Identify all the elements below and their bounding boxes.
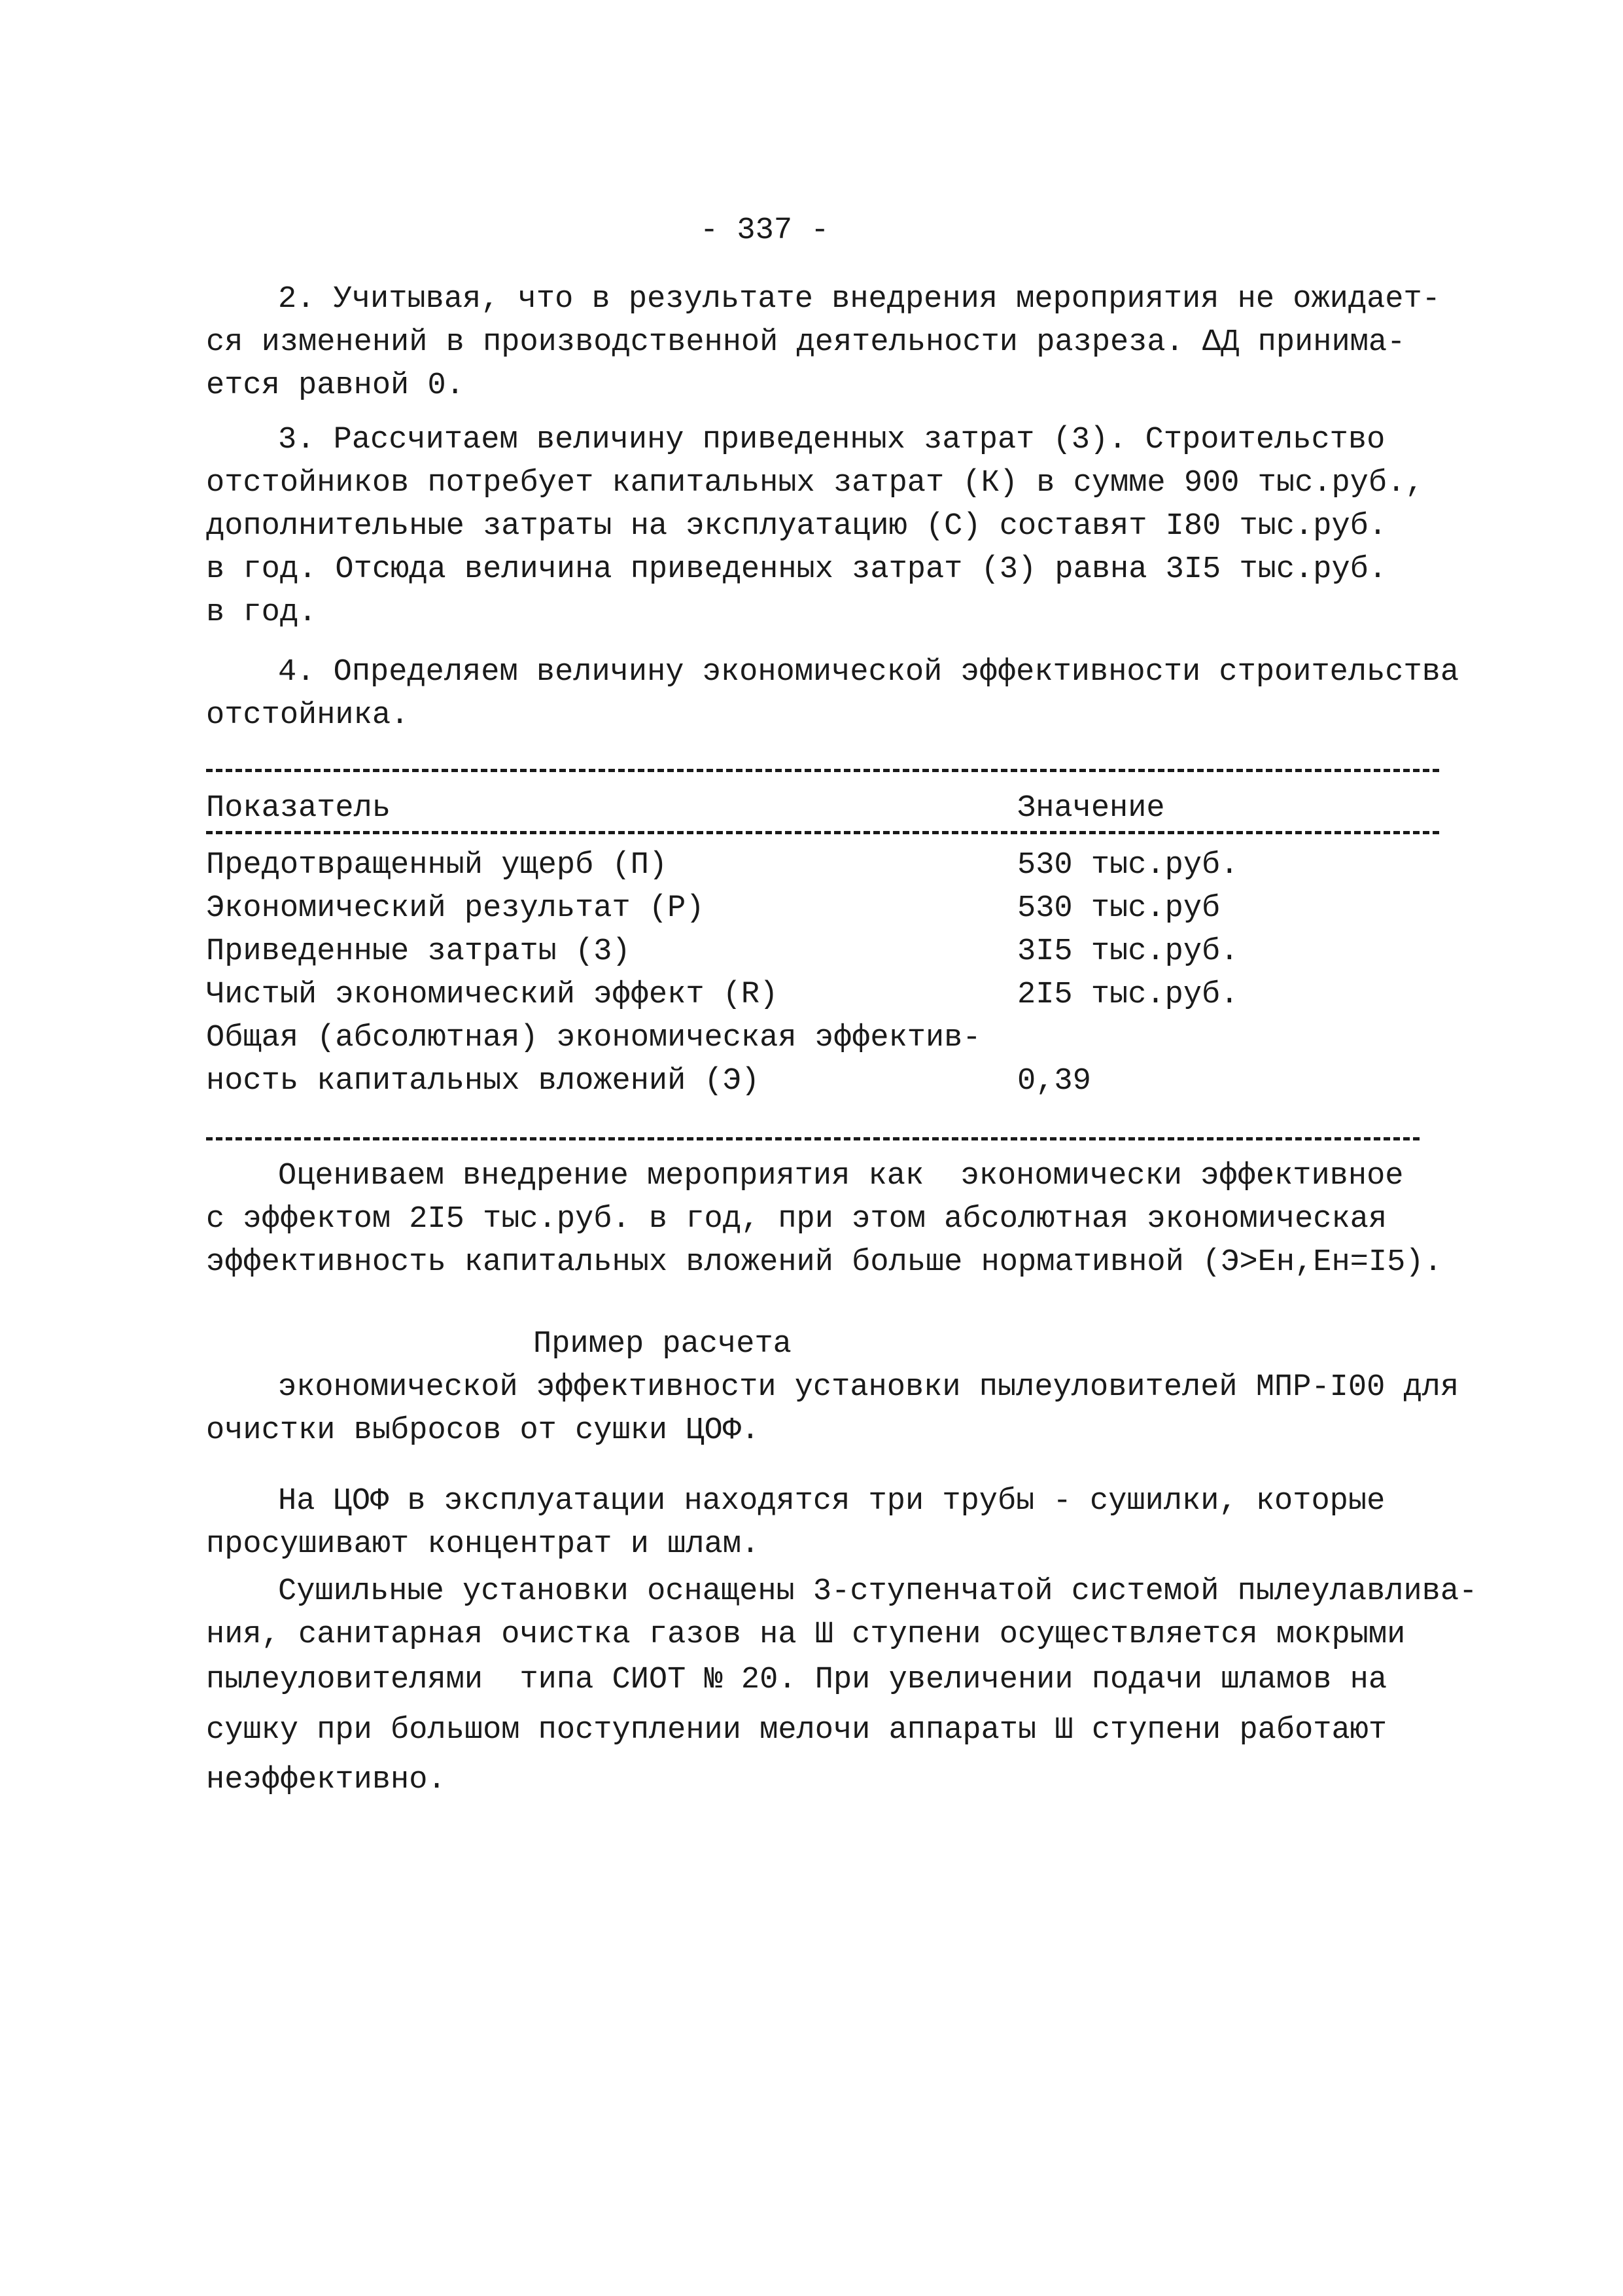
table-row-value: 0,39: [1017, 1064, 1091, 1099]
conclusion-line-3: эффективность капитальных вложений больше нормативной (Э>Eн,Eн=I5).: [206, 1245, 1442, 1280]
paragraph-2-line-1: 2. Учитывая, что в результате внедрения мероприятия не ожидает-: [278, 282, 1440, 317]
table-row-label: Приведенные затраты (3): [206, 934, 631, 969]
paragraph-3-line-3: дополнительные затраты на эксплуатацию (С) составят I80 тыс.руб.: [206, 509, 1387, 544]
example-title: Пример расчета: [533, 1327, 792, 1362]
paragraph-3-line-4: в год. Отсюда величина приведенных затрат (3) равна 3I5 тыс.руб.: [206, 552, 1387, 587]
example-subtitle-line-2: очистки выбросов от сушки ЦОФ.: [206, 1413, 760, 1448]
table-header-value: Значение: [1017, 791, 1165, 826]
paragraph-2-line-2: ся изменений в производственной деятельности разреза. ΔД принима-: [206, 325, 1406, 360]
paragraph-3-line-5: в год.: [206, 595, 317, 630]
table-row-value: 530 тыс.руб: [1017, 891, 1221, 926]
table-row-value: 2I5 тыс.руб.: [1017, 978, 1239, 1012]
table-row-label: ность капитальных вложений (Э): [206, 1064, 760, 1099]
table-row-label: Чистый экономический эффект (R): [206, 978, 778, 1012]
dryers-paragraph-line-1: Сушильные установки оснащены 3-ступенчатой системой пылеулавлива-: [278, 1574, 1478, 1609]
dryers-paragraph-line-2: ния, санитарная очистка газов на Ш ступени осуществляется мокрыми: [206, 1617, 1406, 1652]
cof-paragraph-line-2: просушивают концентрат и шлам.: [206, 1527, 760, 1562]
paragraph-3-line-1: 3. Рассчитаем величину приведенных затрат (3). Строительство: [278, 423, 1386, 457]
table-header-indicator: Показатель: [206, 791, 391, 826]
conclusion-line-2: с эффектом 2I5 тыс.руб. в год, при этом абсолютная экономическая: [206, 1202, 1387, 1237]
paragraph-3-line-2: отстойников потребует капитальных затрат (К) в сумме 900 тыс.руб.,: [206, 466, 1424, 501]
table-row-label: Предотвращенный ущерб (П): [206, 848, 668, 883]
paragraph-4-line-1: 4. Определяем величину экономической эффективности строительства: [278, 655, 1459, 690]
table-row-value: 3I5 тыс.руб.: [1017, 934, 1239, 969]
table-row-value: 530 тыс.руб.: [1017, 848, 1239, 883]
table-header-rule: [206, 831, 1439, 834]
dryers-paragraph-line-4: сушку при большом поступлении мелочи аппараты Ш ступени работают: [206, 1713, 1387, 1748]
paragraph-4-line-2: отстойника.: [206, 698, 410, 733]
table-row-label: Экономический результат (Р): [206, 891, 705, 926]
page-number: - 337 -: [700, 213, 829, 248]
table-bottom-rule: [206, 1137, 1420, 1140]
paragraph-2-line-3: ется равной 0.: [206, 368, 464, 403]
conclusion-line-1: Оцениваем внедрение мероприятия как экономически эффективное: [278, 1159, 1404, 1193]
dryers-paragraph-line-3: пылеуловителями типа СИОТ № 20. При увеличении подачи шламов на: [206, 1663, 1387, 1697]
dryers-paragraph-line-5: неэффективно.: [206, 1763, 446, 1797]
table-top-rule: [206, 769, 1439, 772]
example-subtitle-line-1: экономической эффективности установки пылеуловителей МПР-I00 для: [278, 1370, 1459, 1405]
cof-paragraph-line-1: На ЦОФ в эксплуатации находятся три трубы - сушилки, которые: [278, 1484, 1386, 1519]
table-row-label: Общая (абсолютная) экономическая эффектив-: [206, 1021, 981, 1055]
